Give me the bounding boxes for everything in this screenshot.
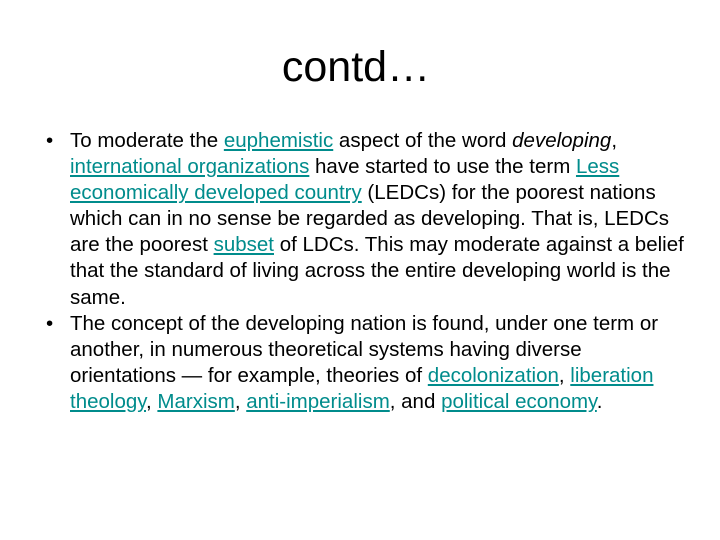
- text-segment: ,: [611, 129, 618, 152]
- slide-body: [46, 128, 692, 415]
- bullet-text: [70, 129, 684, 309]
- bullet-item: [46, 128, 692, 311]
- text-segment: , and: [389, 389, 442, 413]
- text-segment: (LEDCs) for the poorest nations which can in no sense be regarded as developing. That is, LEDCs are the poorest: [70, 181, 670, 257]
- text-segment: aspect of the word: [333, 129, 513, 152]
- link-less-economically-developed-country[interactable]: Less economically developed country: [70, 155, 620, 205]
- text-segment: .: [596, 389, 603, 413]
- text-segment: ,: [145, 389, 158, 413]
- link-decolonization[interactable]: decolonization: [427, 363, 559, 387]
- link-anti-imperialism[interactable]: anti-imperialism: [246, 389, 390, 413]
- link-marxism[interactable]: Marxism: [157, 389, 235, 413]
- bullet-glyph: •: [46, 129, 54, 152]
- slide-title: contd…: [281, 43, 431, 91]
- link-subset[interactable]: subset: [213, 233, 274, 257]
- bullet-item: [46, 311, 692, 415]
- text-segment: ,: [558, 363, 571, 387]
- bullet-text: [70, 312, 658, 413]
- text-segment: have started to use the term: [309, 155, 576, 179]
- link-international-organizations[interactable]: international organizations: [70, 155, 310, 179]
- text-segment: of LDCs. This may moderate against a belief that the standard of living across the entire developing world is the same.: [70, 233, 684, 309]
- link-liberation-theology[interactable]: liberation theology: [70, 363, 654, 413]
- text-segment: The concept of the developing nation is found, under one term or another, in numerous theoretical systems having diverse orientations — for example, theories of: [70, 311, 659, 387]
- link-political-economy[interactable]: political economy: [441, 389, 597, 413]
- text-segment: ,: [234, 389, 247, 413]
- bullet-glyph: •: [46, 311, 54, 335]
- emphasis-developing: developing: [512, 129, 612, 152]
- text-segment: To moderate the: [70, 129, 224, 152]
- link-euphemistic[interactable]: euphemistic: [223, 129, 334, 152]
